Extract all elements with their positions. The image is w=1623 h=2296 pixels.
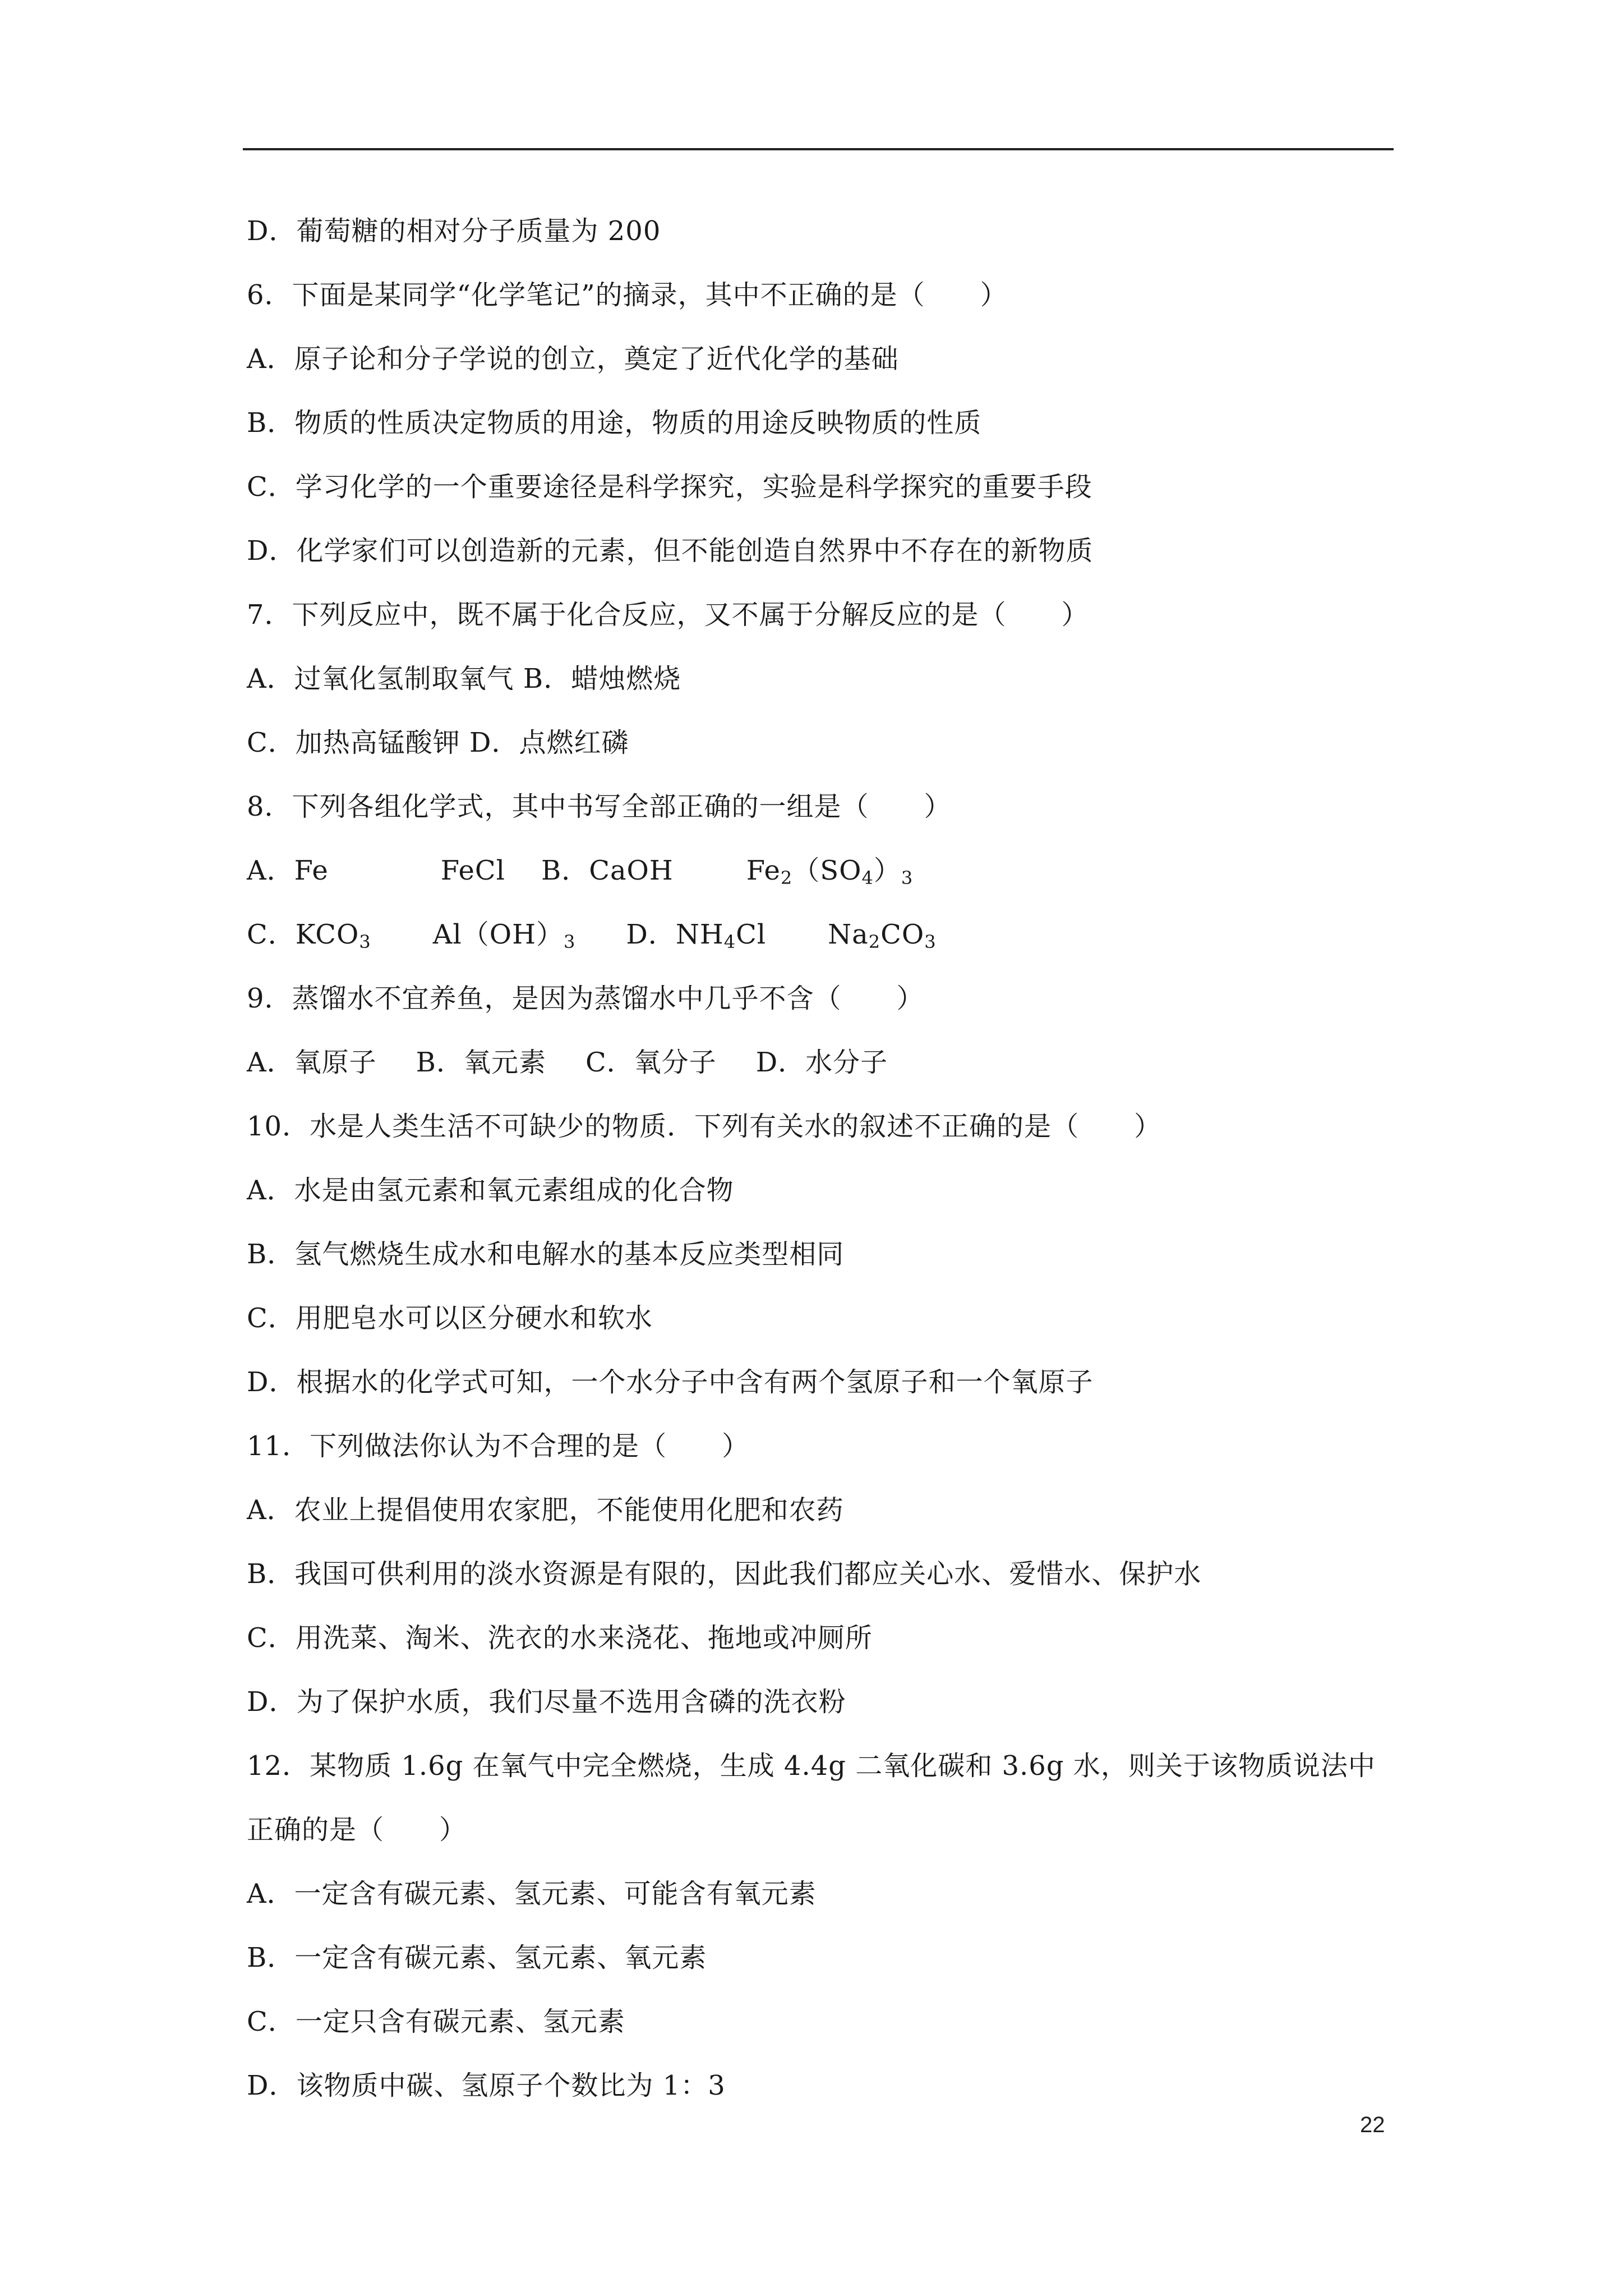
q11-option-d: D．为了保护水质，我们尽量不选用含磷的洗衣粉 <box>247 1686 846 1718</box>
q8-option-c-label: C．$KCO_3$ <box>247 919 371 953</box>
q6-option-b: B．物质的性质决定物质的用途，物质的用途反映物质的性质 <box>247 407 982 439</box>
q12-option-d: D．该物质中碳、氢原子个数比为 1：3 <box>247 2070 726 2101</box>
q11-option-c: C．用洗菜、淘米、洗衣的水来浇花、拖地或冲厕所 <box>247 1622 873 1654</box>
q6-option-d: D．化学家们可以创造新的元素，但不能创造自然界中不存在的新物质 <box>247 535 1094 567</box>
q8-option-a-label: A．Fe <box>247 855 329 886</box>
q12-stem-line2: 正确的是（ ） <box>247 1814 467 1846</box>
q9-option-a: A．氧原子 <box>247 1047 377 1078</box>
header-rule <box>243 148 1394 150</box>
q9-option-c: C．氧分子 <box>585 1047 717 1078</box>
q9-option-d: D．水分子 <box>755 1047 888 1078</box>
q6-stem: 6．下面是某同学“化学笔记”的摘录，其中不正确的是（ ） <box>247 279 1008 311</box>
q10-option-d: D．根据水的化学式可知，一个水分子中含有两个氢原子和一个氧原子 <box>247 1366 1094 1398</box>
q10-stem: 10．水是人类生活不可缺少的物质．下列有关水的叙述不正确的是（ ） <box>247 1111 1162 1142</box>
q11-stem: 11．下列做法你认为不合理的是（ ） <box>247 1430 750 1462</box>
q7-options-ab: A．过氧化氢制取氧气 B．蜡烛燃烧 <box>247 663 681 694</box>
q8-options-ab <box>247 854 913 887</box>
q12-stem-line1: 12．某物质 1.6g 在氧气中完全燃烧，生成 4.4g 二氧化碳和 3.6g 水，则关于该物质说法中 <box>247 1750 1376 1782</box>
q8-option-b-label: B．CaOH <box>541 855 674 886</box>
page-number: 22 <box>1360 2113 1385 2137</box>
q8-option-d-formula2: $Na_2CO_3$ <box>828 919 937 953</box>
q5-option-d: D．葡萄糖的相对分子质量为 200 <box>247 215 661 247</box>
q11-option-a: A．农业上提倡使用农家肥，不能使用化肥和农药 <box>247 1494 844 1526</box>
q9-stem: 9．蒸馏水不宜养鱼，是因为蒸馏水中几乎不含（ ） <box>247 983 924 1014</box>
q7-options-cd: C．加热高锰酸钾 D．点燃红磷 <box>247 727 629 758</box>
q12-option-c: C．一定只含有碳元素、氢元素 <box>247 2006 625 2037</box>
q8-option-d-label: D．$NH_4Cl$ <box>626 919 767 953</box>
q8-option-b-formula2: $Fe_2(SO_4)_3$ <box>746 855 914 889</box>
q12-option-a: A．一定含有碳元素、氢元素、可能含有氧元素 <box>247 1878 817 1910</box>
q6-option-c: C．学习化学的一个重要途径是科学探究，实验是科学探究的重要手段 <box>247 471 1092 503</box>
q7-stem: 7．下列反应中，既不属于化合反应，又不属于分解反应的是（ ） <box>247 599 1089 631</box>
q12-option-b: B．一定含有碳元素、氢元素、氧元素 <box>247 1942 707 1973</box>
q10-option-b: B．氢气燃烧生成水和电解水的基本反应类型相同 <box>247 1239 845 1270</box>
q6-option-a: A．原子论和分子学说的创立，奠定了近代化学的基础 <box>247 343 899 375</box>
q9-options <box>247 1046 888 1079</box>
q10-option-a: A．水是由氢元素和氧元素组成的化合物 <box>247 1175 734 1206</box>
q9-option-b: B．氧元素 <box>416 1047 546 1078</box>
q8-stem: 8．下列各组化学式，其中书写全部正确的一组是（ ） <box>247 791 952 822</box>
q8-options-cd <box>247 918 937 951</box>
q8-option-c-formula2: $Al(OH)_3$ <box>432 919 576 953</box>
q10-option-c: C．用肥皂水可以区分硬水和软水 <box>247 1303 653 1334</box>
q11-option-b: B．我国可供利用的淡水资源是有限的，因此我们都应关心水、爱惜水、保护水 <box>247 1558 1202 1590</box>
q8-option-a-formula2: FeCl <box>440 855 505 886</box>
